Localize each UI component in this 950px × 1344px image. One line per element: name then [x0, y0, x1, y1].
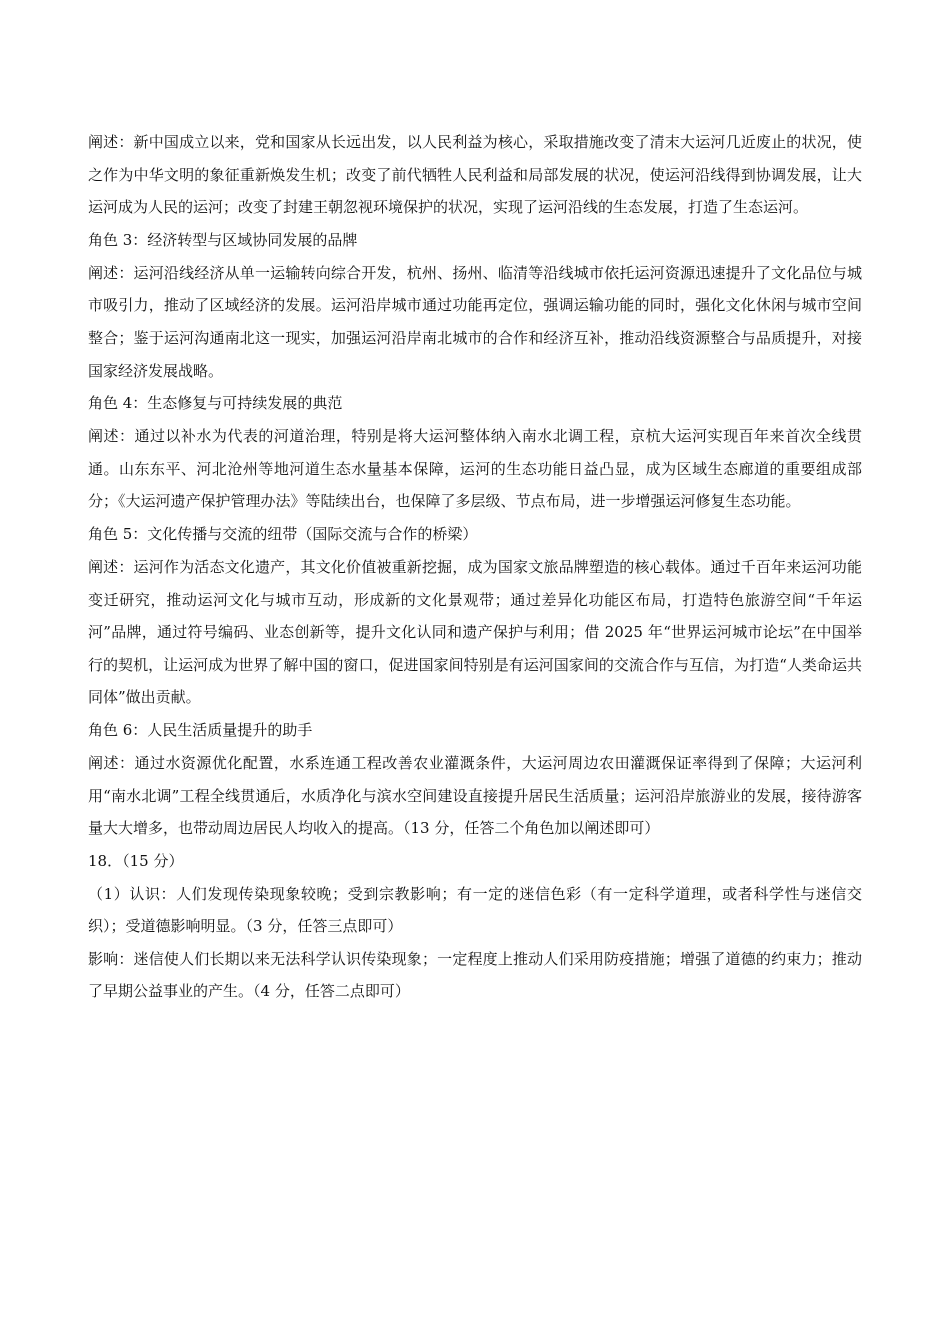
document-page: [88, 126, 862, 1008]
paragraph-role4-explanation: 阐述：通过以补水为代表的河道治理，特别是将大运河整体纳入南水北调工程，京杭大运河实现百年来首次全线贯通。山东东平、河北沧州等地河道生态水量基本保障，运河的生态功能日益凸显，成为区域生态廊道的重要组成部分；《大运河遗产保护管理办法》等陆续出台，也保障了多层级、节点布局，进一步增强运河修复生态功能。: [88, 427, 862, 511]
heading-role-5: 角色 5：文化传播与交流的纽带（国际交流与合作的桥梁）: [88, 524, 478, 543]
heading-role-3: 角色 3：经济转型与区域协同发展的品牌: [88, 230, 358, 249]
paragraph-role5-explanation: 阐述：运河作为活态文化遗产，其文化价值被重新挖掘，成为国家文旅品牌塑造的核心载体。通过千百年来运河功能变迁研究，推动运河文化与城市互动，形成新的文化景观带；通过差异化功能区布局，打造特色旅游空间“千年运河”品牌，通过符号编码、业态创新等，提升文化认同和遗产保护与利用；借 2025 年“世界运河城市论坛”在中国举行的契机，让运河成为世界了解中国的窗口，促进国家间特别是有运河国家间的交流合作与互信，为打造“人类命运共同体”做出贡献。: [88, 557, 862, 707]
question-18-part1-understanding: （1）认识：人们发现传染现象较晚；受到宗教影响；有一定的迷信色彩（有一定科学道理，或者科学性与迷信交织）；受道德影响明显。（3 分，任答三点即可）: [88, 884, 862, 936]
question-18-part1-impact: 影响：迷信使人们长期以来无法科学认识传染现象；一定程度上推动人们采用防疫措施；增强了道德的约束力；推动了早期公益事业的产生。（4 分，任答二点即可）: [88, 949, 862, 1001]
paragraph-role2-explanation: 阐述：新中国成立以来，党和国家从长远出发，以人民利益为核心，采取措施改变了清末大运河几近废止的状况，使之作为中华文明的象征重新焕发生机；改变了前代牺牲人民利益和局部发展的状况，使运河沿线得到协调发展，让大运河成为人民的运河；改变了封建王朝忽视环境保护的状况，实现了运河沿线的生态发展，打造了生态运河。: [88, 133, 862, 217]
paragraph-role3-explanation: 阐述：运河沿线经济从单一运输转向综合开发，杭州、扬州、临清等沿线城市依托运河资源迅速提升了文化品位与城市吸引力，推动了区域经济的发展。运河沿岸城市通过功能再定位，强调运输功能的同时，强化文化休闲与城市空间整合；鉴于运河沟通南北这一现实，加强运河沿岸南北城市的合作和经济互补，推动沿线资源整合与品质提升，对接国家经济发展战略。: [88, 263, 862, 380]
paragraph-role6-explanation: 阐述：通过水资源优化配置，水系连通工程改善农业灌溉条件，大运河周边农田灌溉保证率得到了保障；大运河利用“南水北调”工程全线贯通后，水质净化与滨水空间建设直接提升居民生活质量；运河沿岸旅游业的发展，接待游客量大大增多，也带动周边居民人均收入的提高。（13 分，任答二个角色加以阐述即可）: [88, 753, 862, 838]
heading-role-6: 角色 6：人民生活质量提升的助手: [88, 720, 313, 739]
heading-role-4: 角色 4：生态修复与可持续发展的典范: [88, 394, 343, 413]
question-18-heading: 18．（15 分）: [88, 851, 184, 870]
